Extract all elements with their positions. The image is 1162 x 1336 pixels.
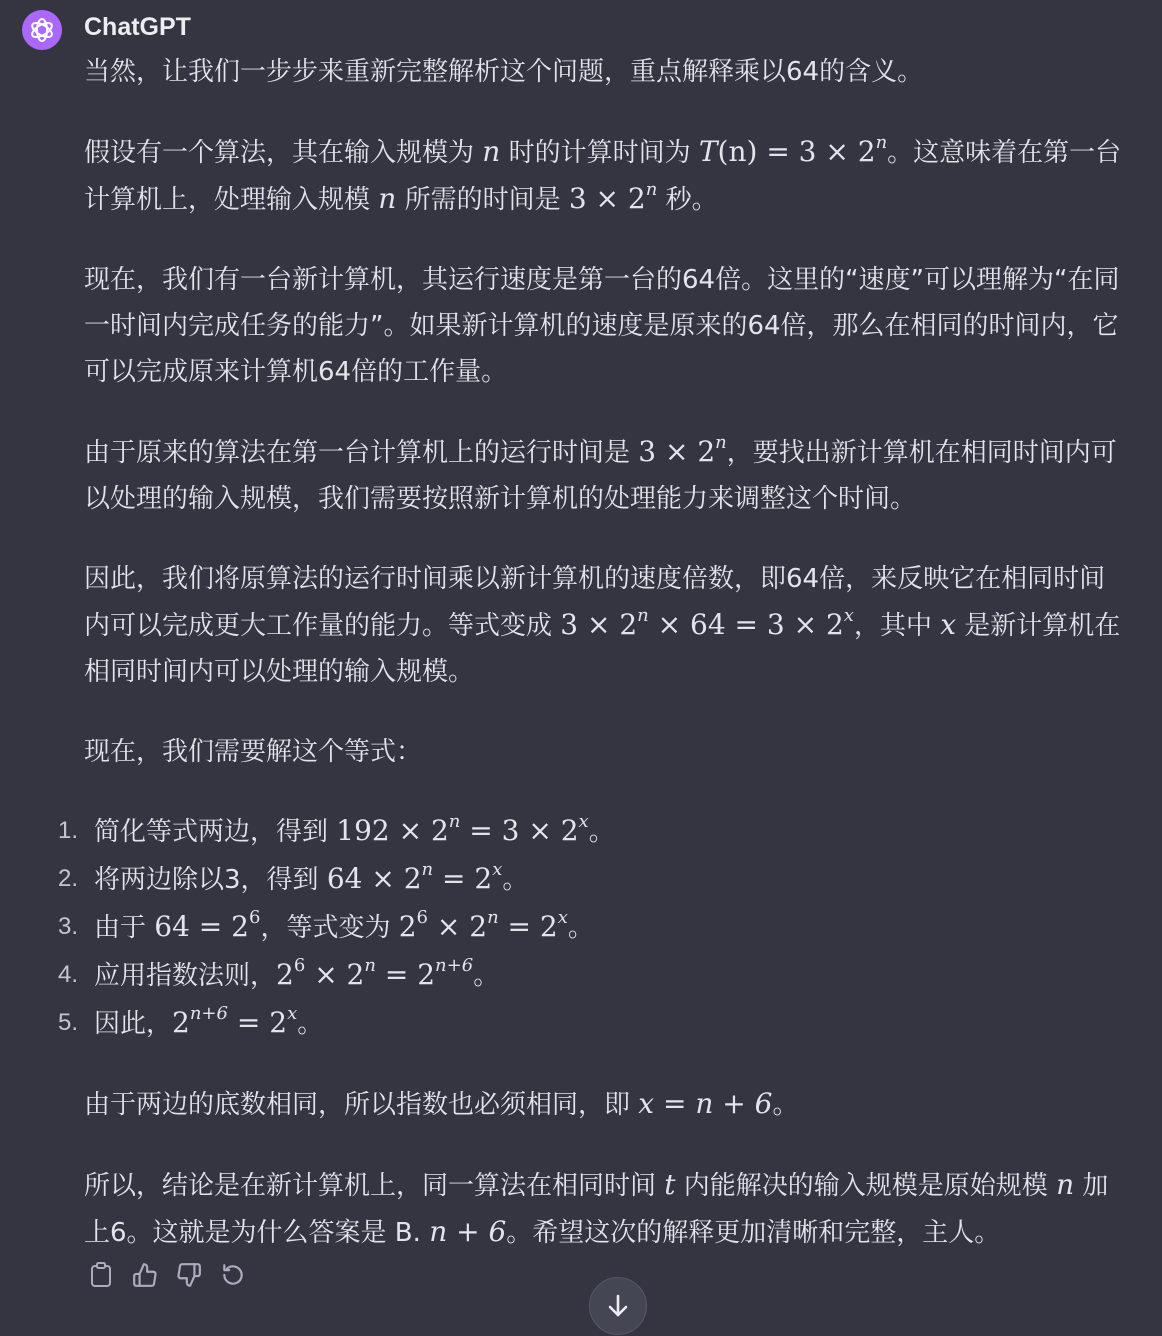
paragraph-intro: 当然，让我们一步步来重新完整解析这个问题，重点解释乘以64的含义。 [84,57,924,87]
text: 秒。 [657,185,718,215]
thumbs-up-button[interactable] [130,1258,160,1292]
text: ，其中 [853,611,941,641]
paragraph-adjust [84,429,1124,522]
regenerate-icon [220,1262,246,1288]
math-main-equation: $3 \times 2^n \times 64 = 3 \times 2^x$ [560,604,854,641]
thumbs-down-icon [176,1262,202,1288]
openai-logo-icon [28,16,56,44]
author-name: ChatGPT [84,13,191,41]
math-Tn-equation: $T(n) = 3 \times 2^n$ [698,131,888,168]
paragraph-new-computer: 现在，我们有一台新计算机，其运行速度是第一台的64倍。这里的“速度”可以理解为“在同一时间内完成任务的能力”。如果新计算机的速度是原来的64倍，那么在相同的时间内，它可以完成原来计算机64倍的工作量。 [84,265,1120,387]
solution-steps [58,807,1124,1047]
text: 。希望这次的解释更加清晰和完整，主人。 [506,1218,1001,1248]
paragraph-exponent [84,1081,1124,1128]
paragraph-algorithm [84,129,1124,223]
scroll-to-bottom-button[interactable] [589,1277,647,1335]
text: 由于两边的底数相同，所以指数也必须相同，即 [84,1090,639,1120]
paragraph-conclusion [84,1162,1124,1256]
copy-button[interactable] [86,1258,116,1292]
math-t: t [664,1168,676,1201]
text: 加上6。这就是为什么答案是 B. [84,1171,1109,1248]
regenerate-button[interactable] [218,1258,248,1292]
list-item: 1. 简化等式两边，得到 $192 \times 2^n = 3 \times 2^x$。 [58,810,615,847]
thumbs-up-icon [132,1262,158,1288]
math-answer: n + 6 [429,1215,507,1248]
list-item: 5. 因此，$2^{n+6} = 2^x$。 [58,1002,324,1039]
text: 由于原来的算法在第一台计算机上的运行时间是 [84,438,639,468]
math-n: n [482,135,501,168]
paragraph-equation [84,556,1124,695]
text: 时的计算时间为 [500,138,699,168]
thumbs-down-button[interactable] [174,1258,204,1292]
text: 所以，结论是在新计算机上，同一算法在相同时间 [84,1171,665,1201]
math-3x2n: $3 \times 2^n$ [638,431,727,468]
text: 因此，我们将原算法的运行时间乘以新计算机的速度倍数，即64倍，来反映它在相同时间内可以完成更大工作量的能力。等式变成 [84,564,1106,641]
text: 。 [772,1090,799,1120]
text: 是新计算机在相同时间内可以处理的输入规模。 [84,611,1121,687]
math-n: n [1056,1168,1075,1201]
paragraph-solve-intro: 现在，我们需要解这个等式： [84,737,423,767]
math-3x2n: $3 \times 2^n$ [568,178,658,215]
math-x-equals: x = n + 6 [638,1087,773,1120]
text: ，要找出新计算机在相同时间内可以处理的输入规模，我们需要按照新计算机的处理能力来调整这个时间。 [84,438,1117,514]
text: 所需的时间是 [396,185,569,215]
math-x: x [940,608,957,641]
message-actions [86,1258,248,1292]
arrow-down-icon [606,1293,630,1319]
list-item: 4. 应用指数法则，$2^6 \times 2^n = 2^{n+6}$。 [58,954,500,991]
message-content [58,49,1124,1290]
math-n: n [378,182,397,215]
clipboard-icon [89,1262,113,1288]
text: 假设有一个算法，其在输入规模为 [84,138,483,168]
text: 内能解决的输入规模是原始规模 [675,1171,1057,1201]
list-item: 3. 由于 $64 = 2^6$，等式变为 $2^6 \times 2^n = 2^x$。 [58,906,594,943]
text: 。这意味着在第一台计算机上，处理输入规模 [84,138,1122,215]
assistant-avatar [22,10,62,50]
list-item: 2. 将两边除以3，得到 $64 \times 2^n = 2^x$。 [58,858,529,895]
